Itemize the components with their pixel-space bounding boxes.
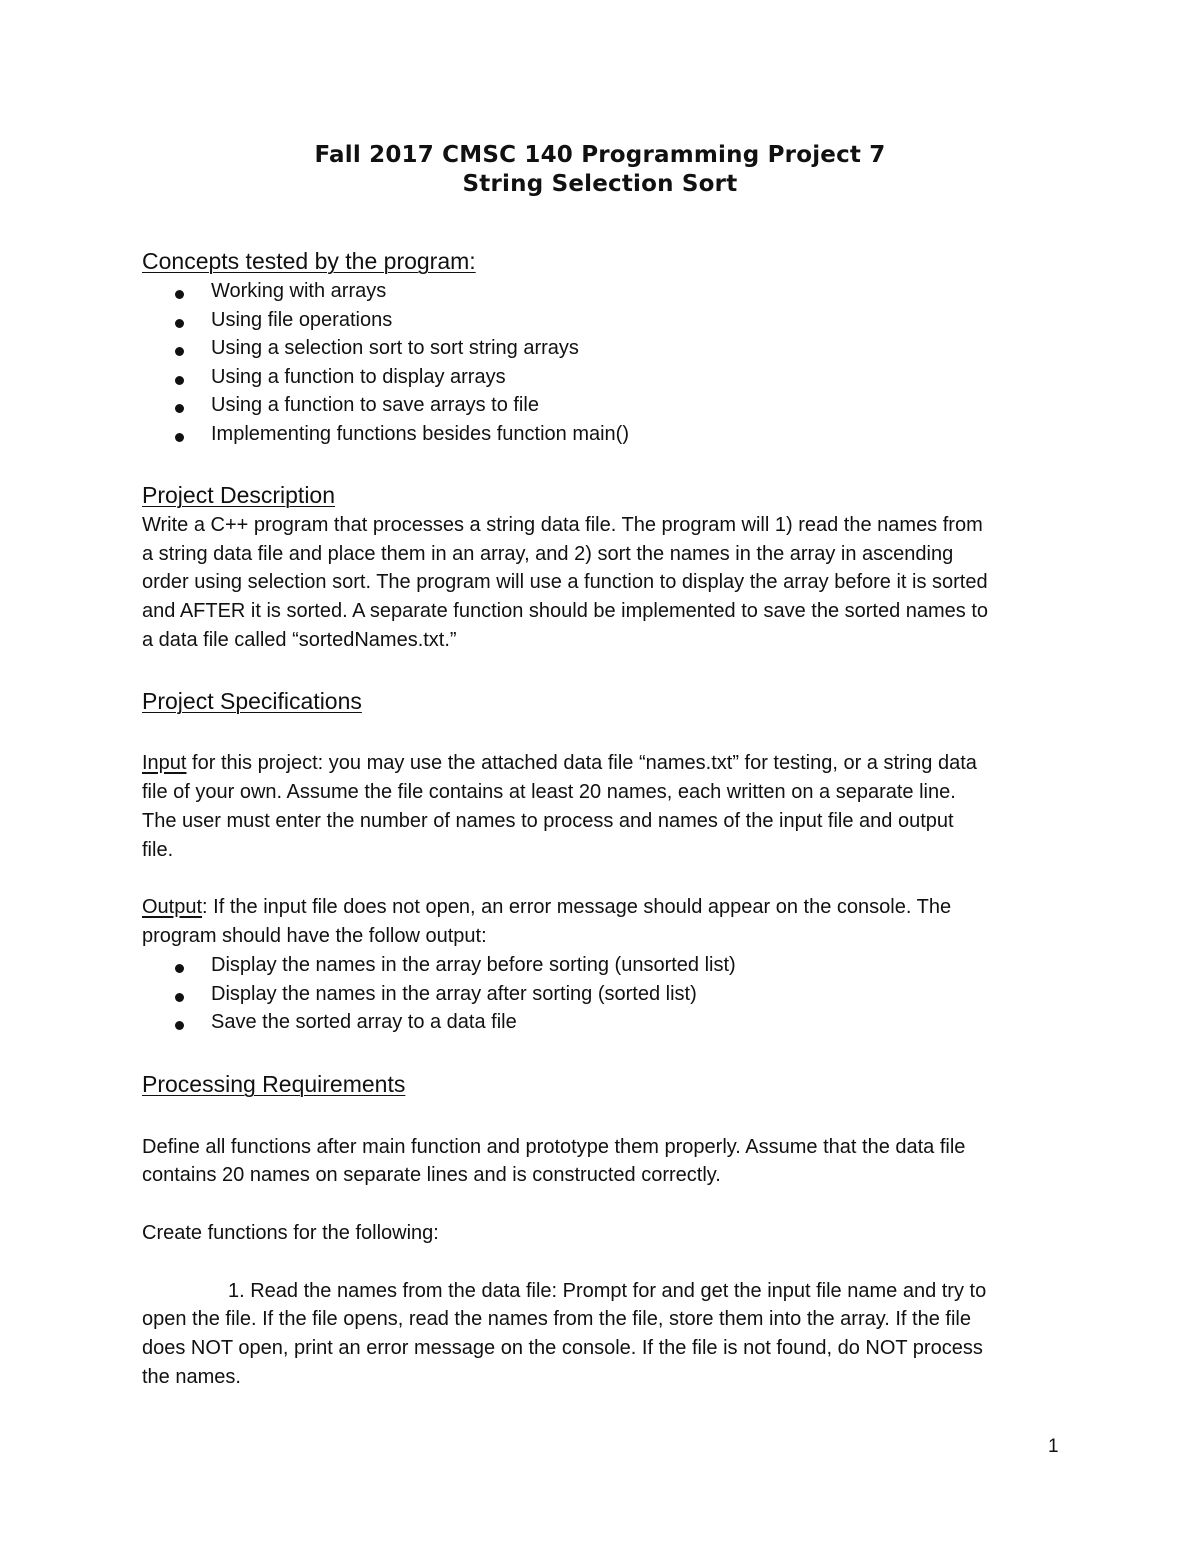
description-line: and AFTER it is sorted. A separate function should be implemented to save the sorted names to [142,600,989,622]
step-1-line: open the file. If the file opens, read the names from the file, store them into the array. If the file [142,1308,971,1330]
step-1-line: 1. Read the names from the data file: Prompt for and get the input file name and try to [228,1280,987,1302]
bullet-icon [175,347,184,356]
step-1-line: does NOT open, print an error message on the console. If the file is not found, do NOT process [142,1337,983,1359]
bullet-icon [175,404,184,413]
processing-heading: Processing Requirements [142,1071,406,1097]
output-paragraph-line: program should have the follow output: [142,925,487,947]
input-paragraph-line: file of your own. Assume the file contains at least 20 names, each written on a separate line. [142,781,956,803]
title-line-1: Fall 2017 CMSC 140 Programming Project 7 [314,142,886,168]
output-label: Output [142,896,203,918]
bullet-icon [175,1021,184,1030]
input-label: Input [142,752,187,774]
bullet-icon [175,433,184,442]
concepts-heading: Concepts tested by the program: [142,248,476,274]
document-page: Fall 2017 CMSC 140 Programming Project 7 String Selection Sort Concepts tested by the program: Working with arrays Using file operations Using a selection sort to sort string arrays Using a function to display arrays Using a function to save arrays to file Implementing functions besides function main() Project Description Write a C++ program that processes a string data file. The program will 1) read the names from a string data file and place them in an array, and 2) sort the names in the array in ascending order using selection sort. The program will use a function to display the array before it is sorted and AFTER it is sorted. A separate function should be implemented to save the sorted names to a data file called “sortedNames.txt.” Project Specifications Input for this project: you may use the attached data file “names.txt” for testing, or a string data file of your own. Assume the file contains at least 20 names, each written on a separate line. The user must enter the number of names to process and names of the input file and output file. Output: If the input file does not open, an error message should appear on the console. The program should have the follow output: Display the names in the array before sorting (unsorted list) Display the names in the array after sorting (sorted list) Save the sorted array to a data file Processing Requirements Define all functions after main function and prototype them properly. Assume that the data file contains 20 names on separate lines and is constructed correctly. Create functions for the following: 1. Read the names from the data file: Prompt for and get the input file name and try to open the file. If the file opens, read the names from the file, store them into the array. If the file does NOT open, print an error message on the console. If the file is not found, do NOT process the names. 1 [0,0,1200,1553]
input-paragraph-line: file. [142,839,174,861]
title-line-2: String Selection Sort [462,171,738,197]
bullet-icon [175,319,184,328]
bullet-icon [175,964,184,973]
processing-line: Define all functions after main function and prototype them properly. Assume that the data file [142,1136,966,1158]
bullet-icon [175,290,184,299]
processing-line: contains 20 names on separate lines and is constructed correctly. [142,1164,721,1186]
description-line: a string data file and place them in an array, and 2) sort the names in the array in ascending [142,543,954,565]
input-paragraph-line: Input for this project: you may use the attached data file “names.txt” for testing, or a string data [142,752,977,774]
output-paragraph-line: Output: If the input file does not open, an error message should appear on the console. The [142,896,952,918]
bullet-icon [175,993,184,1002]
step-1-line: the names. [142,1366,241,1388]
processing-line: Create functions for the following: [142,1222,439,1244]
description-heading: Project Description [142,482,336,508]
input-paragraph-line: The user must enter the number of names to process and names of the input file and output [142,810,954,832]
description-line: order using selection sort. The program will use a function to display the array before it is sorted [142,571,988,593]
description-line: Write a C++ program that processes a string data file. The program will 1) read the names from [142,514,983,536]
page-number: 1 [1048,1436,1059,1457]
specifications-heading: Project Specifications [142,688,362,714]
bullet-icon [175,376,184,385]
description-line: a data file called “sortedNames.txt.” [142,629,457,651]
